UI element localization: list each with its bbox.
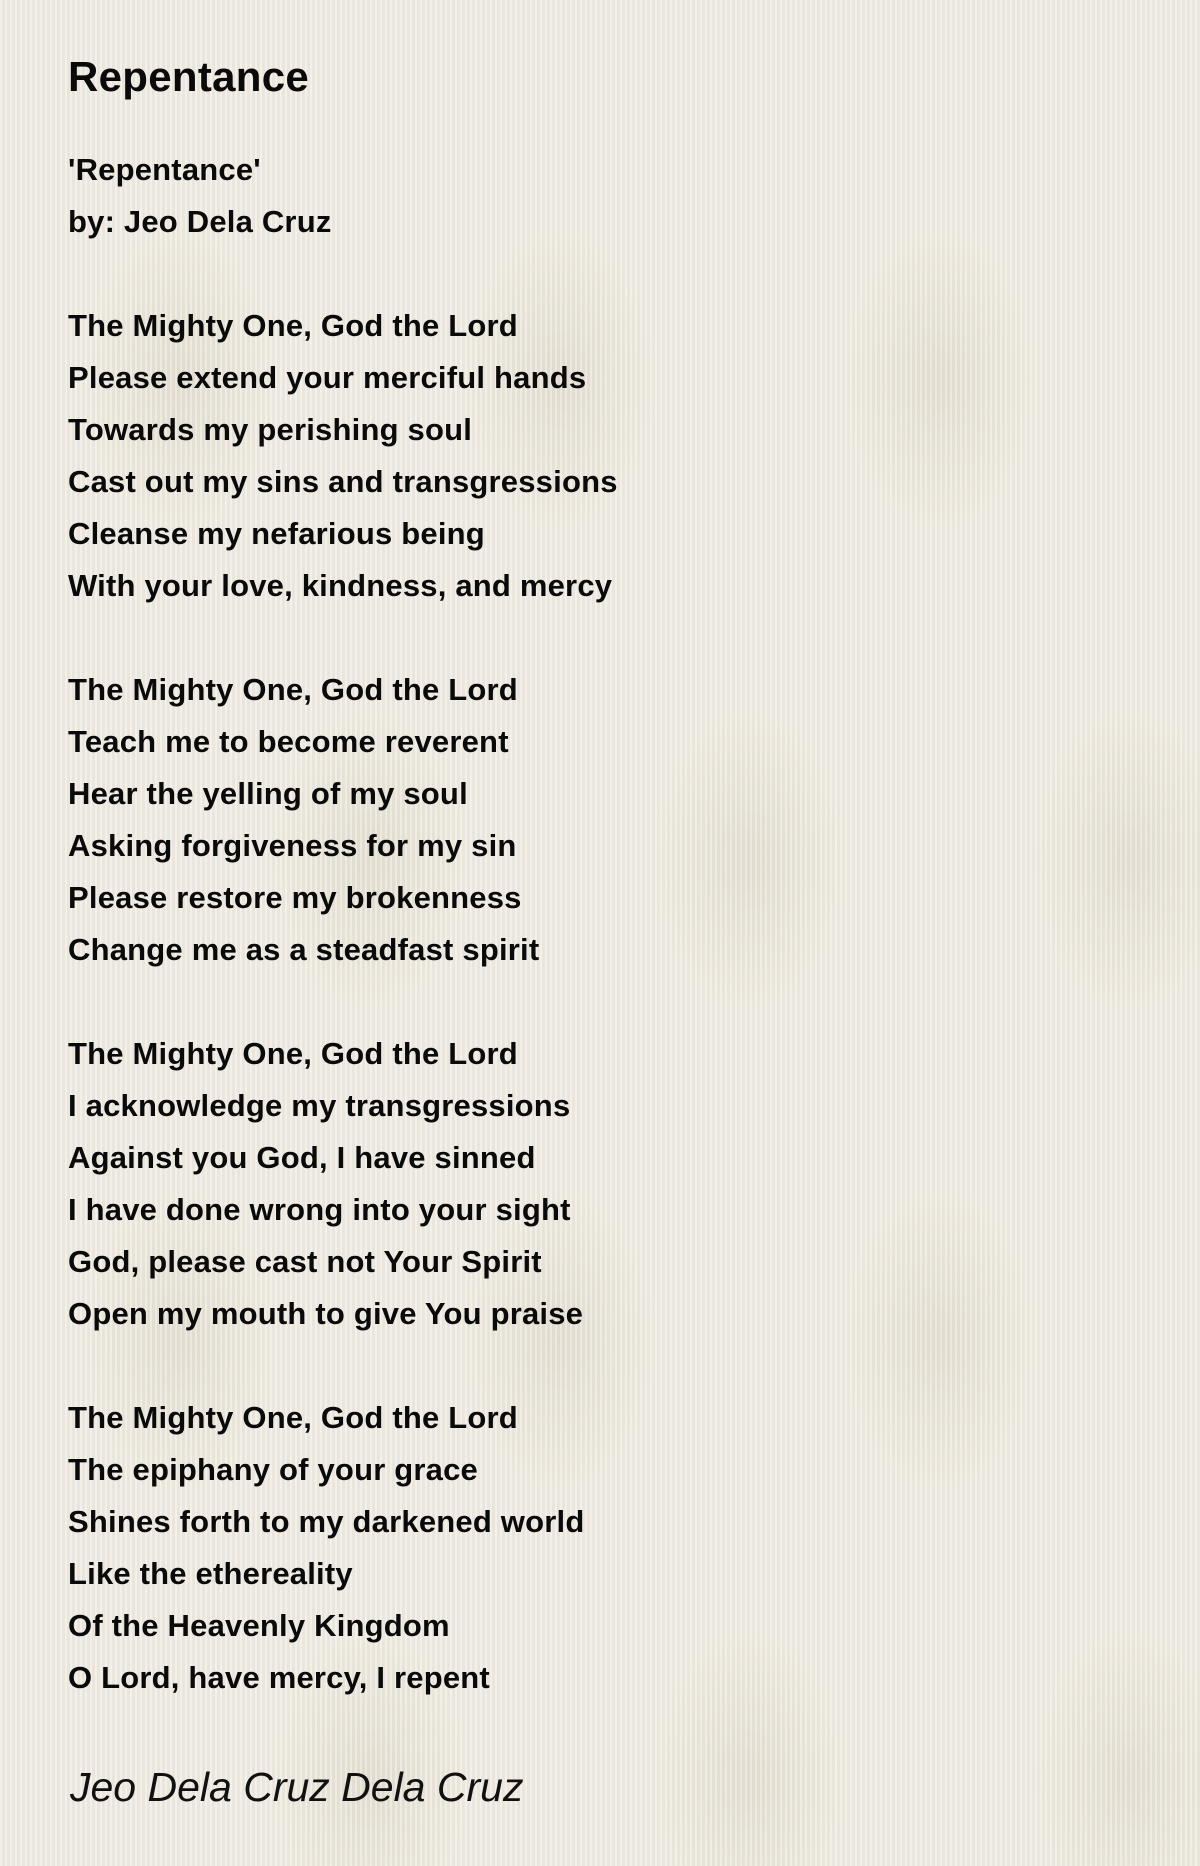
poem-line: The epiphany of your grace	[68, 1452, 479, 1487]
poem-line: Cast out my sins and transgressions	[68, 464, 618, 499]
poem-line: The Mighty One, God the Lord	[68, 1400, 518, 1435]
poem-page	[68, 52, 1148, 1704]
author-signature: Jeo Dela Cruz Dela Cruz	[70, 1764, 524, 1810]
poem-line: Asking forgiveness for my sin	[68, 828, 517, 863]
poem-line: With your love, kindness, and mercy	[68, 568, 613, 603]
poem-line: Like the ethereality	[68, 1556, 353, 1591]
poem-byline: by: Jeo Dela Cruz	[68, 204, 332, 239]
poem-line: Towards my perishing soul	[68, 412, 473, 447]
poem-line: I have done wrong into your sight	[68, 1192, 571, 1227]
stanza-3	[68, 1028, 1148, 1340]
stanza-4	[68, 1392, 1148, 1704]
poem-line: O Lord, have mercy, I repent	[68, 1660, 490, 1695]
poem-line: Hear the yelling of my soul	[68, 776, 468, 811]
poem-line: The Mighty One, God the Lord	[68, 672, 518, 707]
poem-line: Shines forth to my darkened world	[68, 1504, 585, 1539]
poem-line: God, please cast not Your Spirit	[68, 1244, 542, 1279]
poem-line: The Mighty One, God the Lord	[68, 1036, 518, 1071]
poem-line: Please restore my brokenness	[68, 880, 522, 915]
poem-line: I acknowledge my transgressions	[68, 1088, 571, 1123]
poem-line: Of the Heavenly Kingdom	[68, 1608, 450, 1643]
poem-line: The Mighty One, God the Lord	[68, 308, 518, 343]
page-title: Repentance	[68, 53, 310, 100]
poem-line: Against you God, I have sinned	[68, 1140, 536, 1175]
poem-header	[68, 144, 1148, 248]
stanza-1	[68, 300, 1148, 612]
poem-line: Please extend your merciful hands	[68, 360, 587, 395]
stanza-2	[68, 664, 1148, 976]
poem-line: Change me as a steadfast spirit	[68, 932, 540, 967]
poem-header-title: 'Repentance'	[68, 152, 261, 187]
poem-line: Teach me to become reverent	[68, 724, 509, 759]
poem-line: Open my mouth to give You praise	[68, 1296, 584, 1331]
poem-line: Cleanse my nefarious being	[68, 516, 485, 551]
